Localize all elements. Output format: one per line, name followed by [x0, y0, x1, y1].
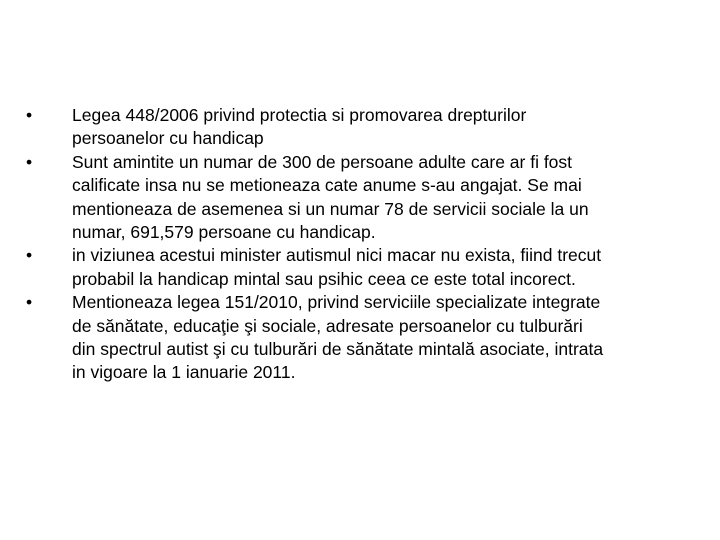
bullet-marker: •	[26, 151, 33, 172]
bullet-line: Mentioneaza legea 151/2010, privind serviciile specializate integrate	[72, 292, 601, 313]
bullet-item-ministry-view	[26, 244, 686, 291]
bullet-marker: •	[26, 292, 33, 313]
bullet-item-law-151	[26, 291, 686, 385]
bullet-marker: •	[26, 105, 33, 125]
bullet-line: persoanelor cu handicap	[72, 128, 264, 149]
bullet-line: in vigoare la 1 ianuarie 2011.	[72, 362, 296, 383]
bullet-line: numar, 691,579 persoane cu handicap.	[72, 222, 376, 243]
bullet-line: probabil la handicap mintal sau psihic ceea ce este total incorect.	[72, 268, 576, 289]
bullet-line: Sunt amintite un numar de 300 de persoane adulte care ar fi fost	[72, 151, 573, 172]
bullet-line: din spectrul autist şi cu tulburări de sănătate mintală asociate, intrata	[72, 339, 604, 360]
bullet-marker: •	[26, 245, 33, 266]
bullet-line: in viziunea acestui minister autismul nici macar nu exista, fiind trecut	[72, 245, 602, 266]
bullet-line: mentioneaza de asemenea si un numar 78 de servicii sociale la un	[72, 198, 589, 219]
bullet-item-persons-count	[26, 151, 686, 245]
bullet-line: Legea 448/2006 privind protectia si promovarea drepturilor	[72, 105, 527, 125]
bullet-line: calificate insa nu se metioneaza cate anume s-au angajat. Se mai	[72, 175, 582, 196]
bullet-line: de sănătate, educaţie şi sociale, adresate persoanelor cu tulburări	[72, 315, 583, 336]
bullet-list	[26, 104, 686, 385]
bullet-item-law-448	[26, 104, 686, 151]
